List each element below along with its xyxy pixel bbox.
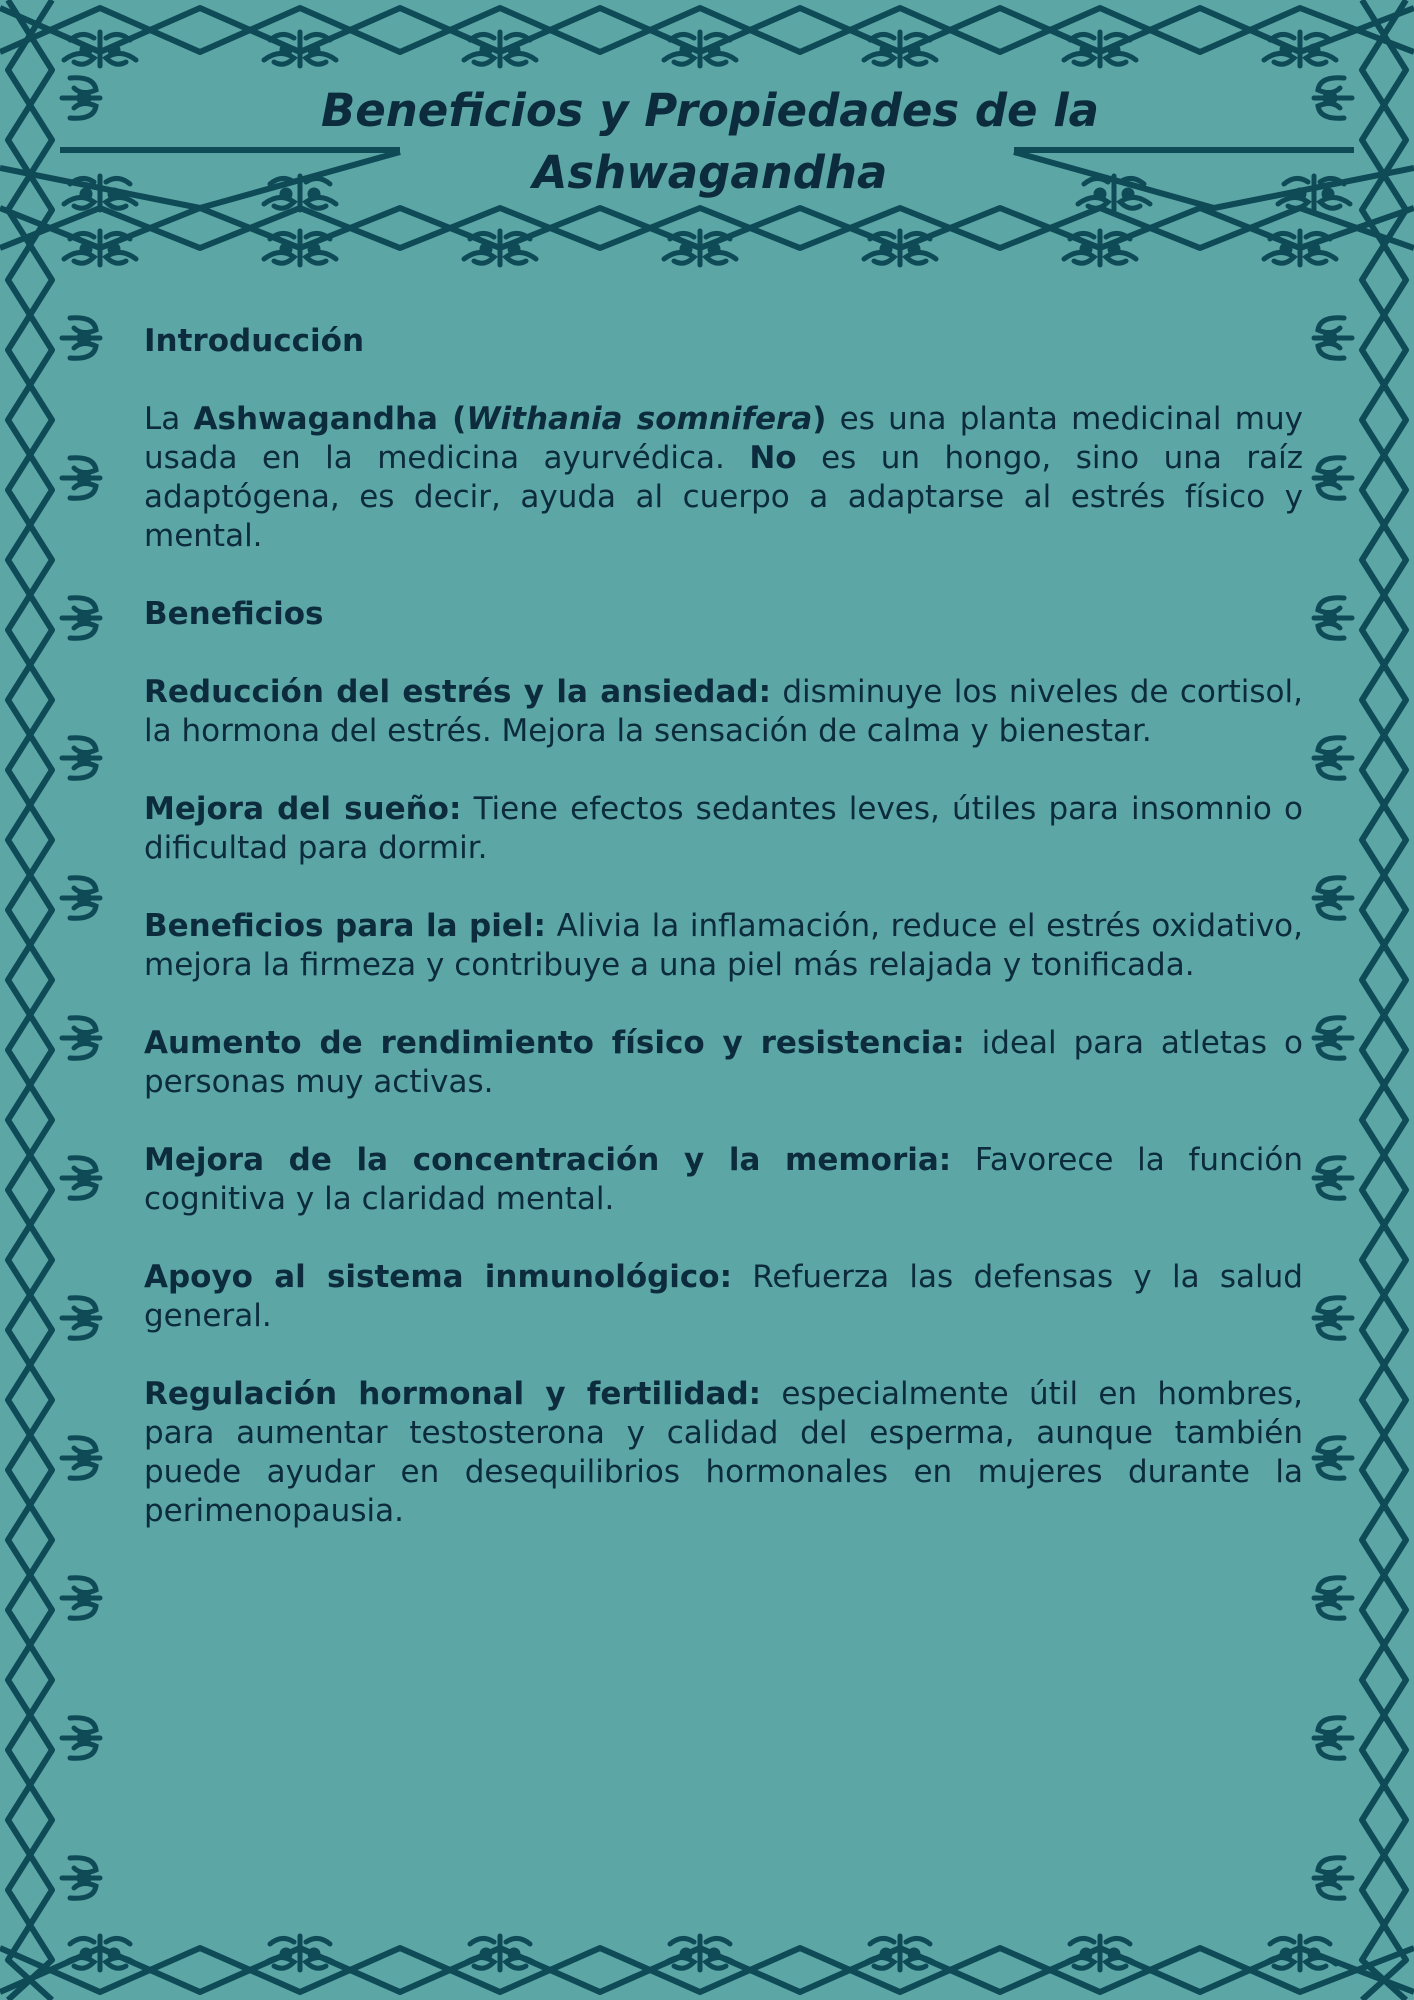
title-line-2: Ashwagandha bbox=[532, 146, 888, 199]
benefit-item bbox=[144, 1375, 1303, 1531]
benefit-item bbox=[144, 790, 1303, 868]
benefit-text: disminuye los niveles de cortisol, la hormona del estrés. Mejora la sensación de calma y bienestar. bbox=[144, 674, 1303, 749]
benefit-label: Aumento de rendimiento físico y resistencia: bbox=[144, 1025, 965, 1061]
benefit-label: Mejora de la concentración y la memoria: bbox=[144, 1142, 952, 1178]
intro-text-mid: es una planta medicinal muy usada en la medicina ayurvédica. bbox=[144, 401, 1303, 476]
benefit-text: ideal para atletas o personas muy activas. bbox=[144, 1025, 1303, 1100]
intro-paragraph bbox=[144, 400, 1303, 556]
benefit-item bbox=[144, 673, 1303, 751]
benefit-label: Regulación hormonal y fertilidad: bbox=[144, 1376, 762, 1412]
benefit-label: Apoyo al sistema inmunológico: bbox=[144, 1259, 732, 1295]
benefits-heading: Beneficios bbox=[144, 596, 324, 632]
title-line-1: Beneficios y Propiedades de la bbox=[320, 84, 1100, 137]
document-body bbox=[144, 322, 1303, 1570]
scientific-name: Withania somnifera bbox=[466, 401, 813, 437]
benefit-text: Refuerza las defensas y la salud general. bbox=[144, 1259, 1303, 1334]
benefit-label: Reducción del estrés y la ansiedad: bbox=[144, 674, 771, 710]
benefit-label: Beneficios para la piel: bbox=[144, 908, 546, 944]
benefit-text: Alivia la inflamación, reduce el estrés oxidativo, mejora la firmeza y contribuye a una piel más relajada y tonificada. bbox=[144, 908, 1303, 983]
intro-emphasis-no: No bbox=[749, 440, 797, 476]
benefit-item bbox=[144, 1258, 1303, 1336]
benefit-text: Tiene efectos sedantes leves, útiles para insomnio o dificultad para dormir. bbox=[144, 791, 1303, 866]
plant-name: Ashwagandha ( bbox=[193, 401, 467, 437]
intro-text-end: es un hongo, sino una raíz adaptógena, es decir, ayuda al cuerpo a adaptarse al estrés físico y mental. bbox=[144, 440, 1303, 554]
benefit-item bbox=[144, 1141, 1303, 1219]
intro-text-start: La bbox=[144, 401, 194, 437]
page-title bbox=[260, 80, 1160, 204]
benefit-text: especialmente útil en hombres, para aumentar testosterona y calidad del esperma, aunque también puede ayudar en desequilibrios hormonales en mujeres durante la perimenopausia. bbox=[144, 1376, 1303, 1529]
benefit-item bbox=[144, 1024, 1303, 1102]
benefit-text: Favorece la función cognitiva y la claridad mental. bbox=[144, 1142, 1303, 1217]
benefit-label: Mejora del sueño: bbox=[144, 791, 462, 827]
plant-name-close: ) bbox=[812, 401, 827, 437]
intro-heading: Introducción bbox=[144, 323, 365, 359]
benefit-item bbox=[144, 907, 1303, 985]
